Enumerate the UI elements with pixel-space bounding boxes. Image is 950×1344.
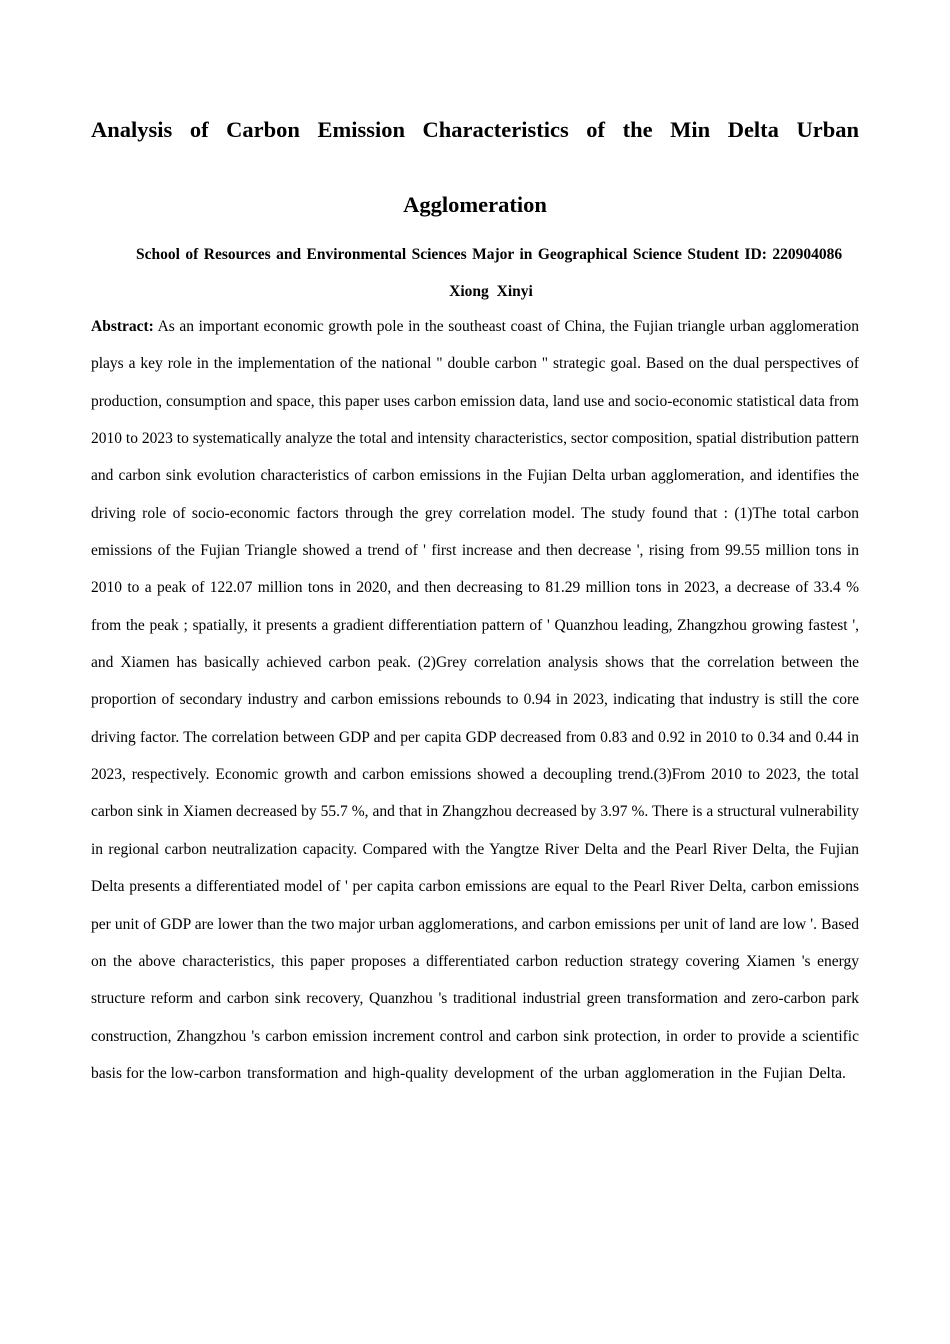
author-name: Xiong Xinyi [449,283,533,300]
student-id: 220904086 [772,246,843,263]
paper-title: Analysis of Carbon Emission Characteristics of the Min Delta Urban Agglomeration [91,117,859,217]
affiliation-text: School of Resources and Environmental Sciences Major in Geographical Science Student ID: [136,246,767,263]
abstract-last-line: carbon transformation and high-quality development of the urban agglomeration in the Fujian Delta. [199,1064,846,1082]
abstract-text: As an important economic growth pole in the southeast coast of China, the Fujian triangle urban agglomeration plays a key role in the implementation of the national " double carbon " strategic goal. Based on the dual perspectives of production, consumption and space, this paper uses carbon emission data, land use and socio-economic statistical data from 2010 to 2023 to systematically analyze the total and intensity characteristics, sector composition, spatial distribution pattern and carbon sink evolution characteristics of carbon emissions in the Fujian Delta urban agglomeration, and identifies the driving role of socio-economic factors through the grey correlation model. The study found that : (1)The total carbon emissions of the Fujian Triangle showed a trend of ' first increase and then decrease ', rising from 99.55 million tons in 2010 to a peak of 122.07 million tons in 2020, and then decreasing to 81.29 million tons in 2023, a decrease of 33.4 % from the peak ; spatially, it presents a gradient differentiation pattern of ' Quanzhou leading, Zhangzhou growing fastest ', and Xiamen has basically achieved carbon peak. (2)Grey correlation analysis shows that the correlation between the proportion of secondary industry and carbon emissions rebounds to 0.94 in 2023, indicating that industry is still the core driving factor. The correlation between GDP and per capita GDP decreased from 0.83 and 0.92 in 2010 to 0.34 and 0.44 in 2023, respectively. Economic growth and carbon emissions showed a decoupling trend.(3)From 2010 to 2023, the total carbon sink in Xiamen decreased by 55.7 %, and that in Zhangzhou decreased by 3.97 %. There is a structural vulnerability in regional carbon neutralization capacity. Compared with the Yangtze River Delta and the Pearl River Delta, the Fujian Delta presents a differentiated model of ' per capita carbon emissions are equal to the Pearl River Delta, carbon emissions per unit of GDP are lower than the two major urban agglomerations, and carbon emissions per unit of land are low '. Based on the above characteristics, this paper proposes a differentiated carbon reduction strategy covering Xiamen 's energy structure reform and carbon sink recovery, Quanzhou 's traditional industrial green transformation and zero-carbon park construction, Zhangzhou 's carbon emission increment control and carbon sink protection, in order to provide a scientific basis for the low- [91,318,859,1082]
abstract-paragraph [91,308,859,1092]
abstract-label: Abstract: [91,318,154,335]
author-affiliation [136,236,846,310]
